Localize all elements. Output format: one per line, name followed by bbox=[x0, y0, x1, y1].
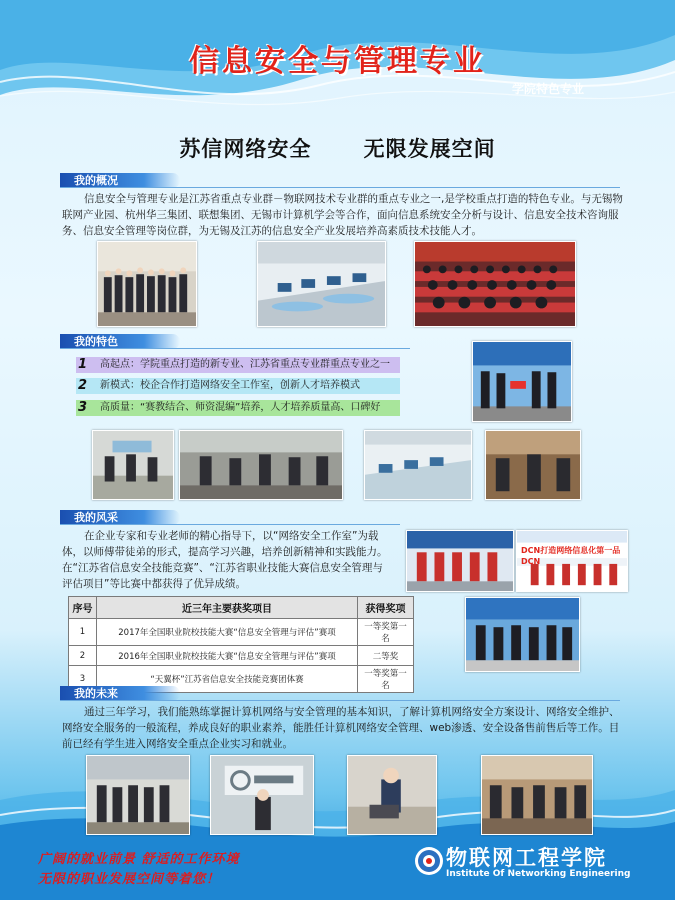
future-photo-4 bbox=[481, 755, 593, 835]
dcn-logo-text: DCN bbox=[521, 557, 541, 566]
award-item: 2017年全国职业院校技能大赛“信息安全管理与评估”赛项 bbox=[97, 619, 358, 646]
award-prize: 二等奖 bbox=[358, 646, 414, 666]
feature-item-2 bbox=[76, 378, 400, 394]
overview-photo-group bbox=[97, 241, 197, 327]
award-no: 2 bbox=[69, 646, 97, 666]
footer-slogan-line2: 无限的职业发展空间等着您！ bbox=[38, 872, 221, 887]
award-item: “天翼杯”江苏省信息安全技能竞赛团体赛 bbox=[97, 666, 358, 693]
future-photo-1 bbox=[86, 755, 190, 835]
feature-number: 1 bbox=[78, 357, 88, 372]
feature-number: 3 bbox=[78, 400, 88, 415]
overview-photo-lecture bbox=[414, 241, 576, 327]
section-future-header: 我的未来 bbox=[60, 686, 180, 701]
style-photo-dcn-banner bbox=[516, 530, 628, 592]
slogan-left: 苏信网络安全 bbox=[179, 137, 312, 161]
feature-text: 高质量：“赛教结合、师资混编”培养，人才培养质量高、口碑好 bbox=[100, 402, 381, 413]
awards-header-row bbox=[69, 597, 414, 619]
future-photo-2 bbox=[210, 755, 314, 835]
award-no: 1 bbox=[69, 619, 97, 646]
table-row bbox=[69, 619, 414, 646]
features-photo-2 bbox=[179, 430, 343, 500]
section-overview-header: 我的概况 bbox=[60, 173, 180, 188]
award-prize: 一等奖第一名 bbox=[358, 666, 414, 693]
features-photo-award-ceremony bbox=[472, 341, 572, 422]
style-photo-competition bbox=[465, 597, 580, 672]
featured-major-tag: 学院特色专业 bbox=[512, 82, 585, 96]
school-name-en: Institute Of Networking Engineering bbox=[446, 869, 631, 879]
section-divider bbox=[60, 348, 410, 349]
features-photo-1 bbox=[92, 430, 174, 500]
slogan-right: 无限发展空间 bbox=[363, 137, 496, 161]
awards-header-prize: 获得奖项 bbox=[358, 597, 414, 619]
school-name-cn: 物联网工程学院 bbox=[446, 845, 607, 870]
feature-text: 新模式：校企合作打造网络安全工作室，创新人才培养模式 bbox=[100, 380, 360, 391]
awards-header-item: 近三年主要获奖项目 bbox=[97, 597, 358, 619]
awards-table bbox=[68, 596, 414, 693]
feature-item-3 bbox=[76, 400, 400, 416]
poster-title: 信息安全与管理专业 bbox=[189, 44, 486, 79]
features-photo-4 bbox=[485, 430, 581, 500]
features-photo-3 bbox=[364, 430, 472, 500]
table-row bbox=[69, 646, 414, 666]
section-divider bbox=[60, 187, 620, 188]
overview-photo-lab bbox=[257, 241, 386, 327]
dcn-banner-text: DCN打造网络信息化第一品 bbox=[521, 546, 621, 555]
overview-text: 信息安全与管理专业是江苏省重点专业群－物联网技术专业群的重点专业之一,是学校重点打造的特色专业。与无锡物联网产业园、杭州华三集团、联想集团、无锡市计算机学会等合作，面向信息系统安全分析与设计、信息安全技术咨询服务、信息安全管理等岗位群，为无锡及江苏的信息安全产业发展培养高素质技术技能人才。 bbox=[62, 193, 623, 237]
footer-slogan-line1: 广阔的就业前景 舒适的工作环境 bbox=[38, 852, 240, 867]
section-divider bbox=[60, 524, 400, 525]
section-features-header: 我的特色 bbox=[60, 334, 180, 349]
feature-item-1 bbox=[76, 357, 400, 373]
future-text: 通过三年学习，我们能熟练掌握计算机网络与安全管理的基本知识，了解计算机网络安全方案设计、网络安全维护、网络安全服务的一般流程，养成良好的职业素养，能胜任计算机网络安全管理、web渗透、安全设备售前售后等工作。目前已经有学生进入网络安全重点企业实习和就业。 bbox=[62, 706, 620, 750]
feature-number: 2 bbox=[78, 378, 88, 393]
award-prize: 一等奖第一名 bbox=[358, 619, 414, 646]
award-no: 3 bbox=[69, 666, 97, 693]
section-divider bbox=[60, 700, 620, 701]
award-item: 2016年全国职业院校技能大赛“信息安全管理与评估”赛项 bbox=[97, 646, 358, 666]
style-text: 在企业专家和专业老师的精心指导下，以“网络安全工作室”为载体，以师傅带徒弟的形式，提高学习兴趣，培养创新精神和实践能力。在“江苏省信息安全技能竞赛”、“江苏省职业技能大赛信息安全管理与评估项目”等比赛中都获得了优异成绩。 bbox=[62, 530, 388, 590]
feature-text: 高起点：学院重点打造的新专业、江苏省重点专业群重点专业之一 bbox=[100, 359, 390, 370]
future-photo-3 bbox=[347, 755, 437, 835]
style-photo-team bbox=[406, 530, 514, 592]
section-style-header: 我的风采 bbox=[60, 510, 180, 525]
slogan bbox=[0, 133, 675, 163]
awards-header-no: 序号 bbox=[69, 597, 97, 619]
school-logo-icon bbox=[414, 846, 444, 876]
